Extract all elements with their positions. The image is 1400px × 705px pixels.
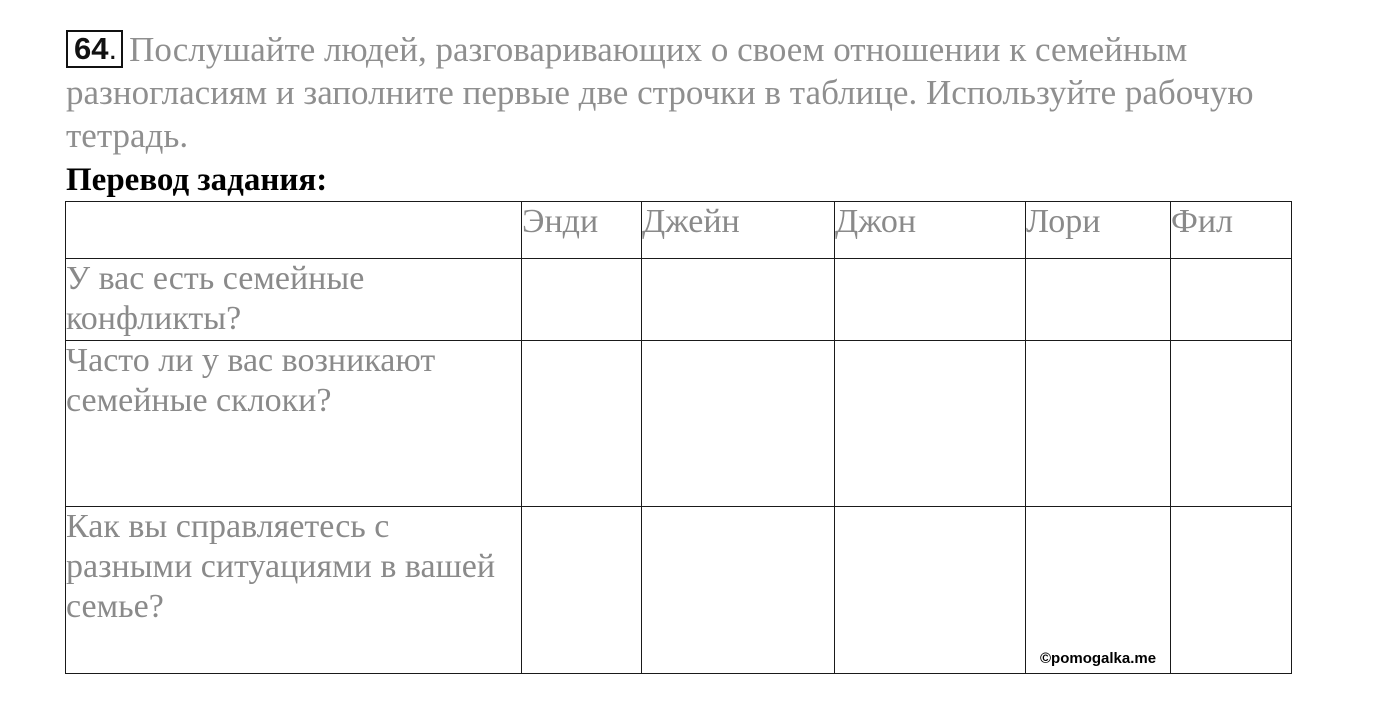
answer-cell[interactable] [642, 340, 835, 507]
table-row [66, 507, 1292, 674]
answer-cell[interactable] [642, 507, 835, 674]
answer-cell[interactable] [835, 340, 1026, 507]
answer-table [65, 201, 1292, 674]
header-empty-cell [66, 202, 522, 259]
answer-cell[interactable] [1026, 507, 1171, 674]
table-header-row [66, 202, 1292, 259]
header-john: Джон [835, 202, 1026, 259]
answer-cell[interactable] [642, 259, 835, 340]
watermark-text: ©pomogalka.me [1040, 650, 1157, 667]
answer-cell[interactable] [835, 259, 1026, 340]
answer-cell[interactable] [522, 259, 642, 340]
answer-cell[interactable] [1171, 507, 1292, 674]
header-phil: Фил [1171, 202, 1292, 259]
answer-cell[interactable] [522, 340, 642, 507]
answer-cell[interactable] [1171, 340, 1292, 507]
question-cell: Часто ли у вас возникают семейные склоки? [66, 340, 522, 507]
answer-cell[interactable] [1171, 259, 1292, 340]
task-number: 64 [74, 31, 109, 66]
answer-cell[interactable] [1026, 259, 1171, 340]
task-number-dot: . [108, 31, 118, 66]
question-cell: Как вы справляетесь с разными ситуациями в вашей семье? [66, 507, 522, 674]
header-jane: Джейн [642, 202, 835, 259]
question-cell: У вас есть семейные конфликты? [66, 259, 522, 340]
answer-cell[interactable] [1026, 340, 1171, 507]
task-instruction: Послушайте людей, разговаривающих о своем отношении к семейным разногласиям и заполните первые две строчки в таблице. Используйте рабочую тетрадь. [66, 30, 1254, 155]
answer-cell[interactable] [835, 507, 1026, 674]
table-row [66, 340, 1292, 507]
header-andy: Энди [522, 202, 642, 259]
table-row [66, 259, 1292, 340]
task-text-block [66, 28, 1366, 157]
answer-cell[interactable] [522, 507, 642, 674]
translation-heading: Перевод задания: [66, 162, 328, 198]
header-lori: Лори [1026, 202, 1171, 259]
task-number-box [66, 30, 123, 68]
